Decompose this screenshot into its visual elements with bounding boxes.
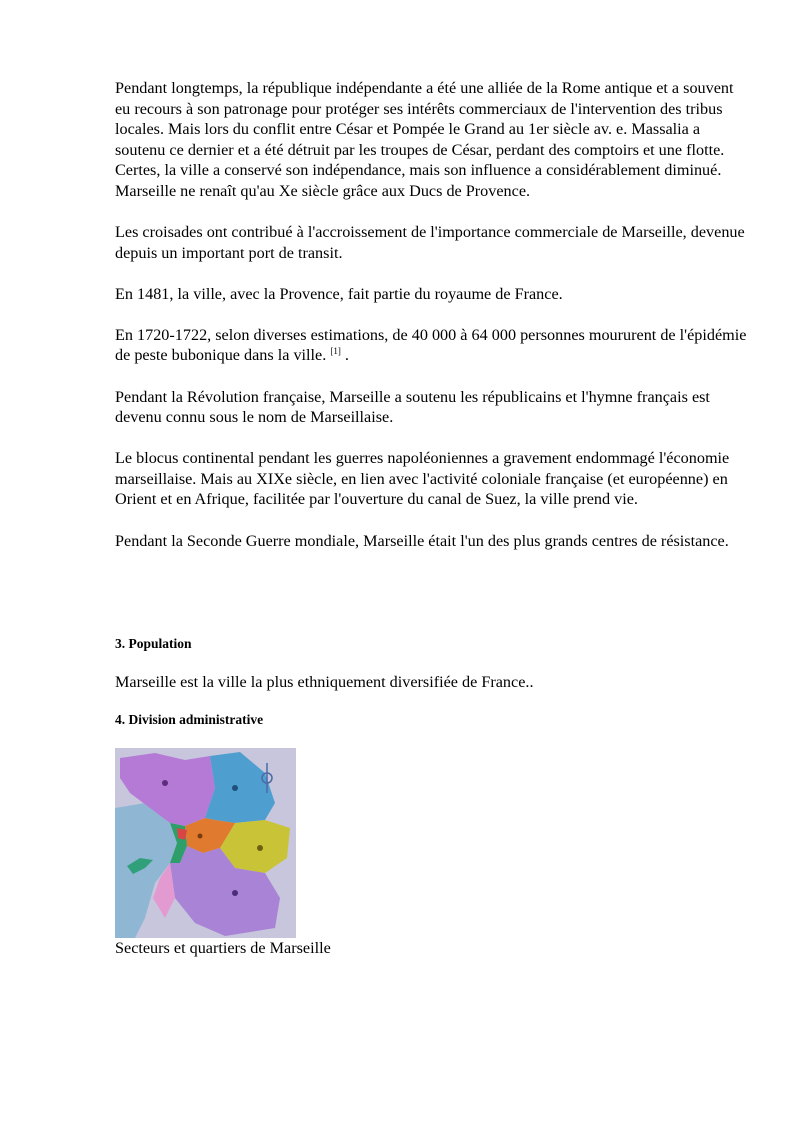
map-marker: [162, 780, 168, 786]
map-marker: [232, 785, 238, 791]
document-page: [115, 78, 747, 959]
paragraph-crusades: Les croisades ont contribué à l'accroissement de l'importance commerciale de Marseille, devenue depuis un important port de transit.: [115, 223, 745, 262]
paragraph-revolution: Pendant la Révolution française, Marseille a soutenu les républicains et l'hymne français est devenu connu sous le nom de Marseillaise.: [115, 387, 710, 427]
map-svg: [115, 748, 296, 938]
paragraph-continental-blockade: Le blocus continental pendant les guerres napoléoniennes a gravement endommagé l'économie marseillaise. Mais au XIXe siècle, en lien avec l'activité coloniale française (et européenne) en Orient et en Afrique, facilitée par l'ouverture du canal de Suez, la ville prend vie.: [115, 449, 730, 509]
map-caption: Secteurs et quartiers de Marseille: [115, 939, 331, 958]
map-marker: [257, 845, 263, 851]
map-marker: [232, 890, 238, 896]
plague-text: En 1720-1722, selon diverses estimations, de 40 000 à 64 000 personnes moururent de l'épidémie de peste bubonique dans la ville.: [115, 325, 747, 365]
plague-end: .: [340, 346, 349, 365]
population-text: Marseille est la ville la plus ethniquement diversifiée de France..: [115, 672, 534, 691]
marseille-sectors-map: [115, 748, 296, 938]
paragraph-plague: [115, 325, 747, 366]
footnote-reference-link[interactable]: [1]: [330, 346, 341, 357]
paragraph-roman-alliance: Pendant longtemps, la république indépendante a été une alliée de la Rome antique et a souvent eu recours à son patronage pour protéger ses intérêts commerciaux de l'intervention des tribus locales. Mais lors du conflit entre César et Pompée le Grand au 1er siècle av. e. Massalia a soutenu ce dernier et a été détruit par les troupes de César, perdant des comptoirs et une flotte. Certes, la ville a conservé son indépendance, mais son influence a considérablement diminué. Marseille ne renaît qu'au Xe siècle grâce aux Ducs de Provence.: [115, 79, 734, 200]
section-heading-population: 3. Population: [115, 635, 192, 651]
paragraph-1481: En 1481, la ville, avec la Provence, fait partie du royaume de France.: [115, 284, 563, 303]
spacer: [115, 572, 747, 634]
paragraph-ww2: Pendant la Seconde Guerre mondiale, Marseille était l'un des plus grands centres de résistance.: [115, 531, 729, 550]
map-marker: [198, 834, 203, 839]
section-heading-administrative-division: 4. Division administrative: [115, 712, 264, 728]
